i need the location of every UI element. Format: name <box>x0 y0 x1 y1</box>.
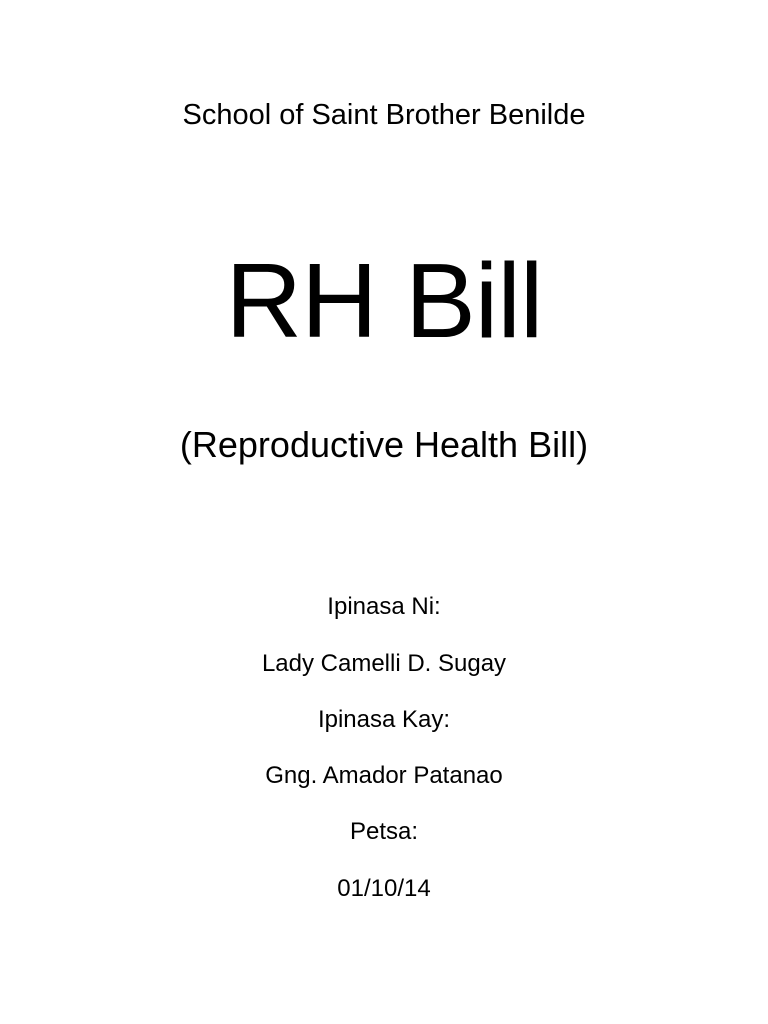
school-name: School of Saint Brother Benilde <box>182 99 586 131</box>
document-title: RH Bill <box>225 242 543 360</box>
submitted-to-label: Ipinasa Kay: <box>317 706 451 733</box>
submitted-by-name: Lady Camelli D. Sugay <box>261 650 507 677</box>
submitted-by-label: Ipinasa Ni: <box>327 593 441 620</box>
document-subtitle: (Reproductive Health Bill) <box>179 424 589 465</box>
submitted-to-name: Gng. Amador Patanao <box>265 762 503 789</box>
date-value: 01/10/14 <box>337 875 431 902</box>
date-label: Petsa: <box>349 818 419 845</box>
